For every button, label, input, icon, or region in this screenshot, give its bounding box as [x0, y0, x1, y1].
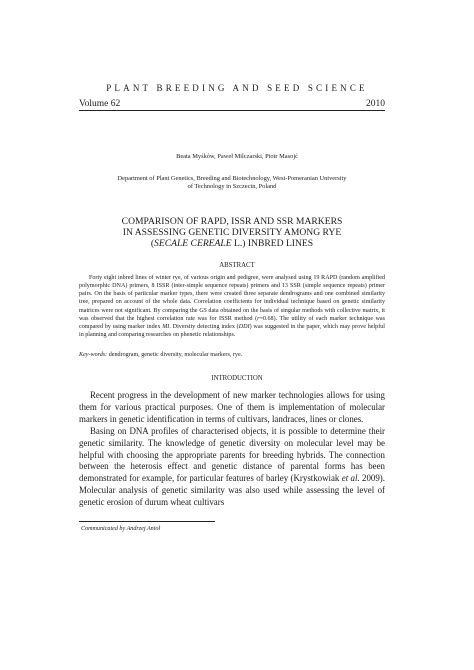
volume-label: Volume 62 [79, 99, 121, 109]
intro-p2-text-2: 2009). Molecular analysis of genetic similarity was also used while assessing the level of genetic erosion of durum wheat cultivars [79, 473, 385, 508]
keywords-label: Key-words: [79, 352, 108, 358]
affiliation [79, 175, 385, 191]
affiliation-line-2: of Technology in Szczecin, Poland [187, 183, 277, 191]
footnote: Communicated by Andrzej Anioł [81, 526, 161, 532]
journal-title: PLANT BREEDING AND SEED SCIENCE [106, 83, 368, 93]
volume-line [79, 99, 385, 111]
title-line-3-rest: L.) INBRED LINES [231, 238, 314, 249]
intro-p2-etal: et al. [341, 473, 360, 484]
footnote-divider [79, 521, 215, 522]
abstract-text-1: Forty eight inbred lines of winter rye, of various origin and pedigree, were analysed using 19 RAPD (random amplified polymorphic DNA) primers, 8 ISSR (inter-simple sequence repeats) primers and 13 SSR (simple sequence repeats) primer pairs. On the basis of particular marker types, there were created three separate dendrograms and one combined similarity tree, prepared on account of the whole data. Correlation coefficients for individual technique based on genetic similarity matrices were not significant. By comparing the [79, 275, 385, 314]
title-line-1: COMPARISON OF RAPD, ISSR AND SSR MARKERS [121, 216, 343, 227]
intro-p2-text-1: Basing on DNA profiles of characterised objects, it is possible to determine their genetic similarity. The knowledge of genetic diversity on molecular level may be helpful with choosing the appropriate parents for breeding hybrids. The connection between the heterosis effect and genetic distance of parental forms has been demonstrated for example, for particular features of barley (Krystkowiak [79, 425, 385, 484]
abstract-gs: GS [199, 307, 207, 314]
intro-paragraph-1: Recent progress in the development of new marker technologies allows for using them for various practical purposes. One of them is implementation of molecular markers in genetic identification in terms of cultivars, landraces, lines or clones. [79, 390, 385, 424]
introduction-heading: INTRODUCTION [211, 375, 263, 382]
title-line-2: IN ASSESSING GENETIC DIVERSITY AMONG RYE [122, 227, 342, 238]
title-paren-open: ( [150, 238, 155, 249]
introduction-body [79, 390, 385, 509]
keywords [79, 352, 385, 358]
abstract-text-5: ) was suggested in the paper, which may prove helpful in planning and comparing researches on phenetic relationships. [79, 323, 385, 339]
abstract-r: r [257, 315, 260, 322]
abstract-heading: ABSTRACT [219, 262, 255, 269]
title-line-3 [79, 238, 385, 249]
abstract-text-3: =0.68). The utility of each marker technique was compared by using marker index [79, 315, 385, 330]
abstract-ddi: DDI [238, 323, 250, 330]
abstract-body [79, 274, 385, 339]
intro-paragraph-2 [79, 426, 385, 509]
keywords-text: dendrogram, genetic diversity, molecular markers, rye. [107, 352, 243, 358]
authors: Beata Myśków, Paweł Milczarski, Piotr Masojć [176, 153, 298, 160]
year-label: 2010 [366, 99, 385, 109]
abstract-text-2: data obtained on the basis of singular methods with collective matrix, it was observed that the highest correlation rate was for ISSR method ( [79, 307, 385, 322]
abstract-text-4: . Diversity detecting index ( [169, 323, 239, 330]
title-species: SECALE CEREALE [154, 238, 232, 249]
paper-title [79, 216, 385, 249]
affiliation-line-1: Department of Plant Genetics, Breeding and Biotechnology, West-Pomeranian University [117, 175, 347, 182]
abstract-mi: MI [162, 323, 170, 330]
